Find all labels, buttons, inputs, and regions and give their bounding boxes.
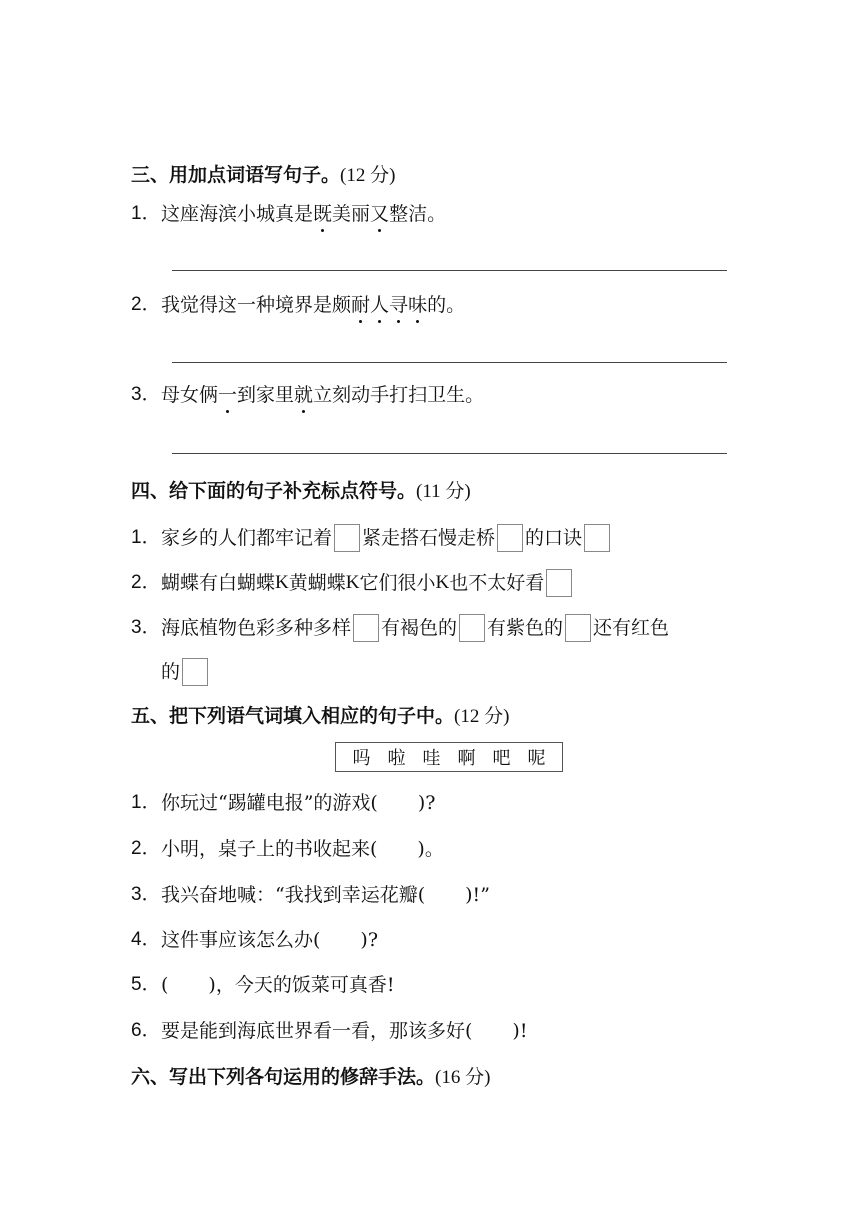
section-4-heading <box>131 476 471 503</box>
item-number: 4． <box>131 929 161 950</box>
text: 到家里 <box>237 384 295 406</box>
text: 家乡的人们都牢记着 <box>161 527 333 549</box>
text: )。 <box>417 838 444 860</box>
item-number: 3． <box>131 617 161 638</box>
punctuation-box[interactable] <box>584 524 610 552</box>
text: 立刻动手打扫卫生。 <box>313 384 485 406</box>
item-number: 1． <box>131 203 161 224</box>
section-6-heading <box>131 1062 490 1089</box>
text: 还有红色 <box>593 617 670 639</box>
punctuation-box[interactable] <box>353 614 379 642</box>
text: )? <box>360 929 379 951</box>
text: 要是能到海底世界看一看，那该多好( <box>161 1020 473 1042</box>
punctuation-box[interactable] <box>565 614 591 642</box>
dotted-char: 人 <box>370 290 389 320</box>
text: 这座海滨小城真是 <box>161 203 314 225</box>
s4-item-1 <box>131 523 612 553</box>
text: )，今天的饭菜可真香! <box>208 974 395 996</box>
s4-item-2 <box>131 568 574 598</box>
text: 我兴奋地喊：“我找到幸运花瓣( <box>161 884 426 906</box>
s3-item-1 <box>131 199 446 229</box>
punctuation-box[interactable] <box>334 524 360 552</box>
text: )!” <box>465 884 490 906</box>
text: ( <box>161 974 169 996</box>
dotted-char: 味 <box>408 290 427 320</box>
punctuation-box[interactable] <box>546 569 572 597</box>
s4-item-3 <box>131 613 669 643</box>
section-3-heading <box>131 160 395 187</box>
text: 有褐色的 <box>381 617 458 639</box>
s5-item-4 <box>131 925 378 955</box>
dotted-char: 寻 <box>389 290 408 320</box>
text: 黄蝴蝶 <box>288 572 346 594</box>
text: 小明，桌子上的书收起来( <box>161 838 378 860</box>
item-number: 6． <box>131 1020 161 1041</box>
text: 的口诀 <box>525 527 583 549</box>
symbol-k: K <box>435 572 450 593</box>
section-6-title: 六、写出下列各句运用的修辞手法。 <box>131 1066 436 1088</box>
text: )! <box>512 1020 528 1042</box>
item-number: 1． <box>131 792 161 813</box>
text: 的。 <box>427 294 466 316</box>
item-number: 3． <box>131 384 161 405</box>
text: 也不太好看 <box>449 572 545 594</box>
word: 哇 <box>422 748 441 769</box>
word: 吧 <box>492 748 511 769</box>
section-5-heading <box>131 701 509 728</box>
dotted-char: 又 <box>370 199 389 229</box>
text: 整洁。 <box>389 203 447 225</box>
answer-line-2[interactable] <box>172 362 727 363</box>
text: 母女俩 <box>161 384 219 406</box>
s5-item-3 <box>131 880 490 910</box>
text: 这件事应该怎么办( <box>161 929 321 951</box>
dotted-char: 就 <box>294 380 313 410</box>
text: 有紫色的 <box>487 617 564 639</box>
text: 蝴蝶有白蝴蝶 <box>161 572 276 594</box>
text: 我觉得这一种境界是颇 <box>161 294 352 316</box>
section-3-title: 三、用加点词语写句子。 <box>131 164 341 186</box>
section-4-points: (11 分) <box>416 481 471 502</box>
answer-line-1[interactable] <box>172 270 727 271</box>
answer-line-3[interactable] <box>172 453 727 454</box>
item-number: 5． <box>131 974 161 995</box>
item-number: 2． <box>131 838 161 859</box>
s4-item-3-cont <box>161 657 210 687</box>
punctuation-box[interactable] <box>459 614 485 642</box>
s3-item-2 <box>131 290 465 320</box>
word: 呢 <box>527 748 546 769</box>
item-number: 1． <box>131 527 161 548</box>
section-4-title: 四、给下面的句子补充标点符号。 <box>131 480 417 502</box>
text: 紧走搭石慢走桥 <box>362 527 496 549</box>
s5-item-5 <box>131 970 394 1000</box>
s5-item-1 <box>131 788 435 818</box>
item-number: 3． <box>131 884 161 905</box>
dotted-char: 既 <box>313 199 332 229</box>
word: 啊 <box>457 748 476 769</box>
punctuation-box[interactable] <box>182 658 208 686</box>
section-3-points: (12 分) <box>340 165 396 186</box>
text: 你玩过“踢罐电报”的游戏( <box>161 792 378 814</box>
item-number: 2． <box>131 294 161 315</box>
section-6-points: (16 分) <box>435 1067 491 1088</box>
word-bank <box>335 742 563 772</box>
punctuation-box[interactable] <box>497 524 523 552</box>
symbol-k: K <box>345 572 360 593</box>
word: 啦 <box>387 748 406 769</box>
item-number: 2． <box>131 572 161 593</box>
text: )? <box>417 792 436 814</box>
symbol-k: K <box>275 572 289 593</box>
s3-item-3 <box>131 380 484 410</box>
section-5-title: 五、把下列语气词填入相应的句子中。 <box>131 705 455 727</box>
dotted-char: 耐 <box>351 290 370 320</box>
word: 吗 <box>352 748 371 769</box>
text: 的 <box>161 661 181 683</box>
section-5-points: (12 分) <box>454 706 510 727</box>
s5-item-2 <box>131 834 444 864</box>
text: 它们很小 <box>359 572 436 594</box>
text: 美丽 <box>332 203 371 225</box>
s5-item-6 <box>131 1016 527 1046</box>
text: 海底植物色彩多种多样 <box>161 617 352 639</box>
dotted-char: 一 <box>218 380 237 410</box>
